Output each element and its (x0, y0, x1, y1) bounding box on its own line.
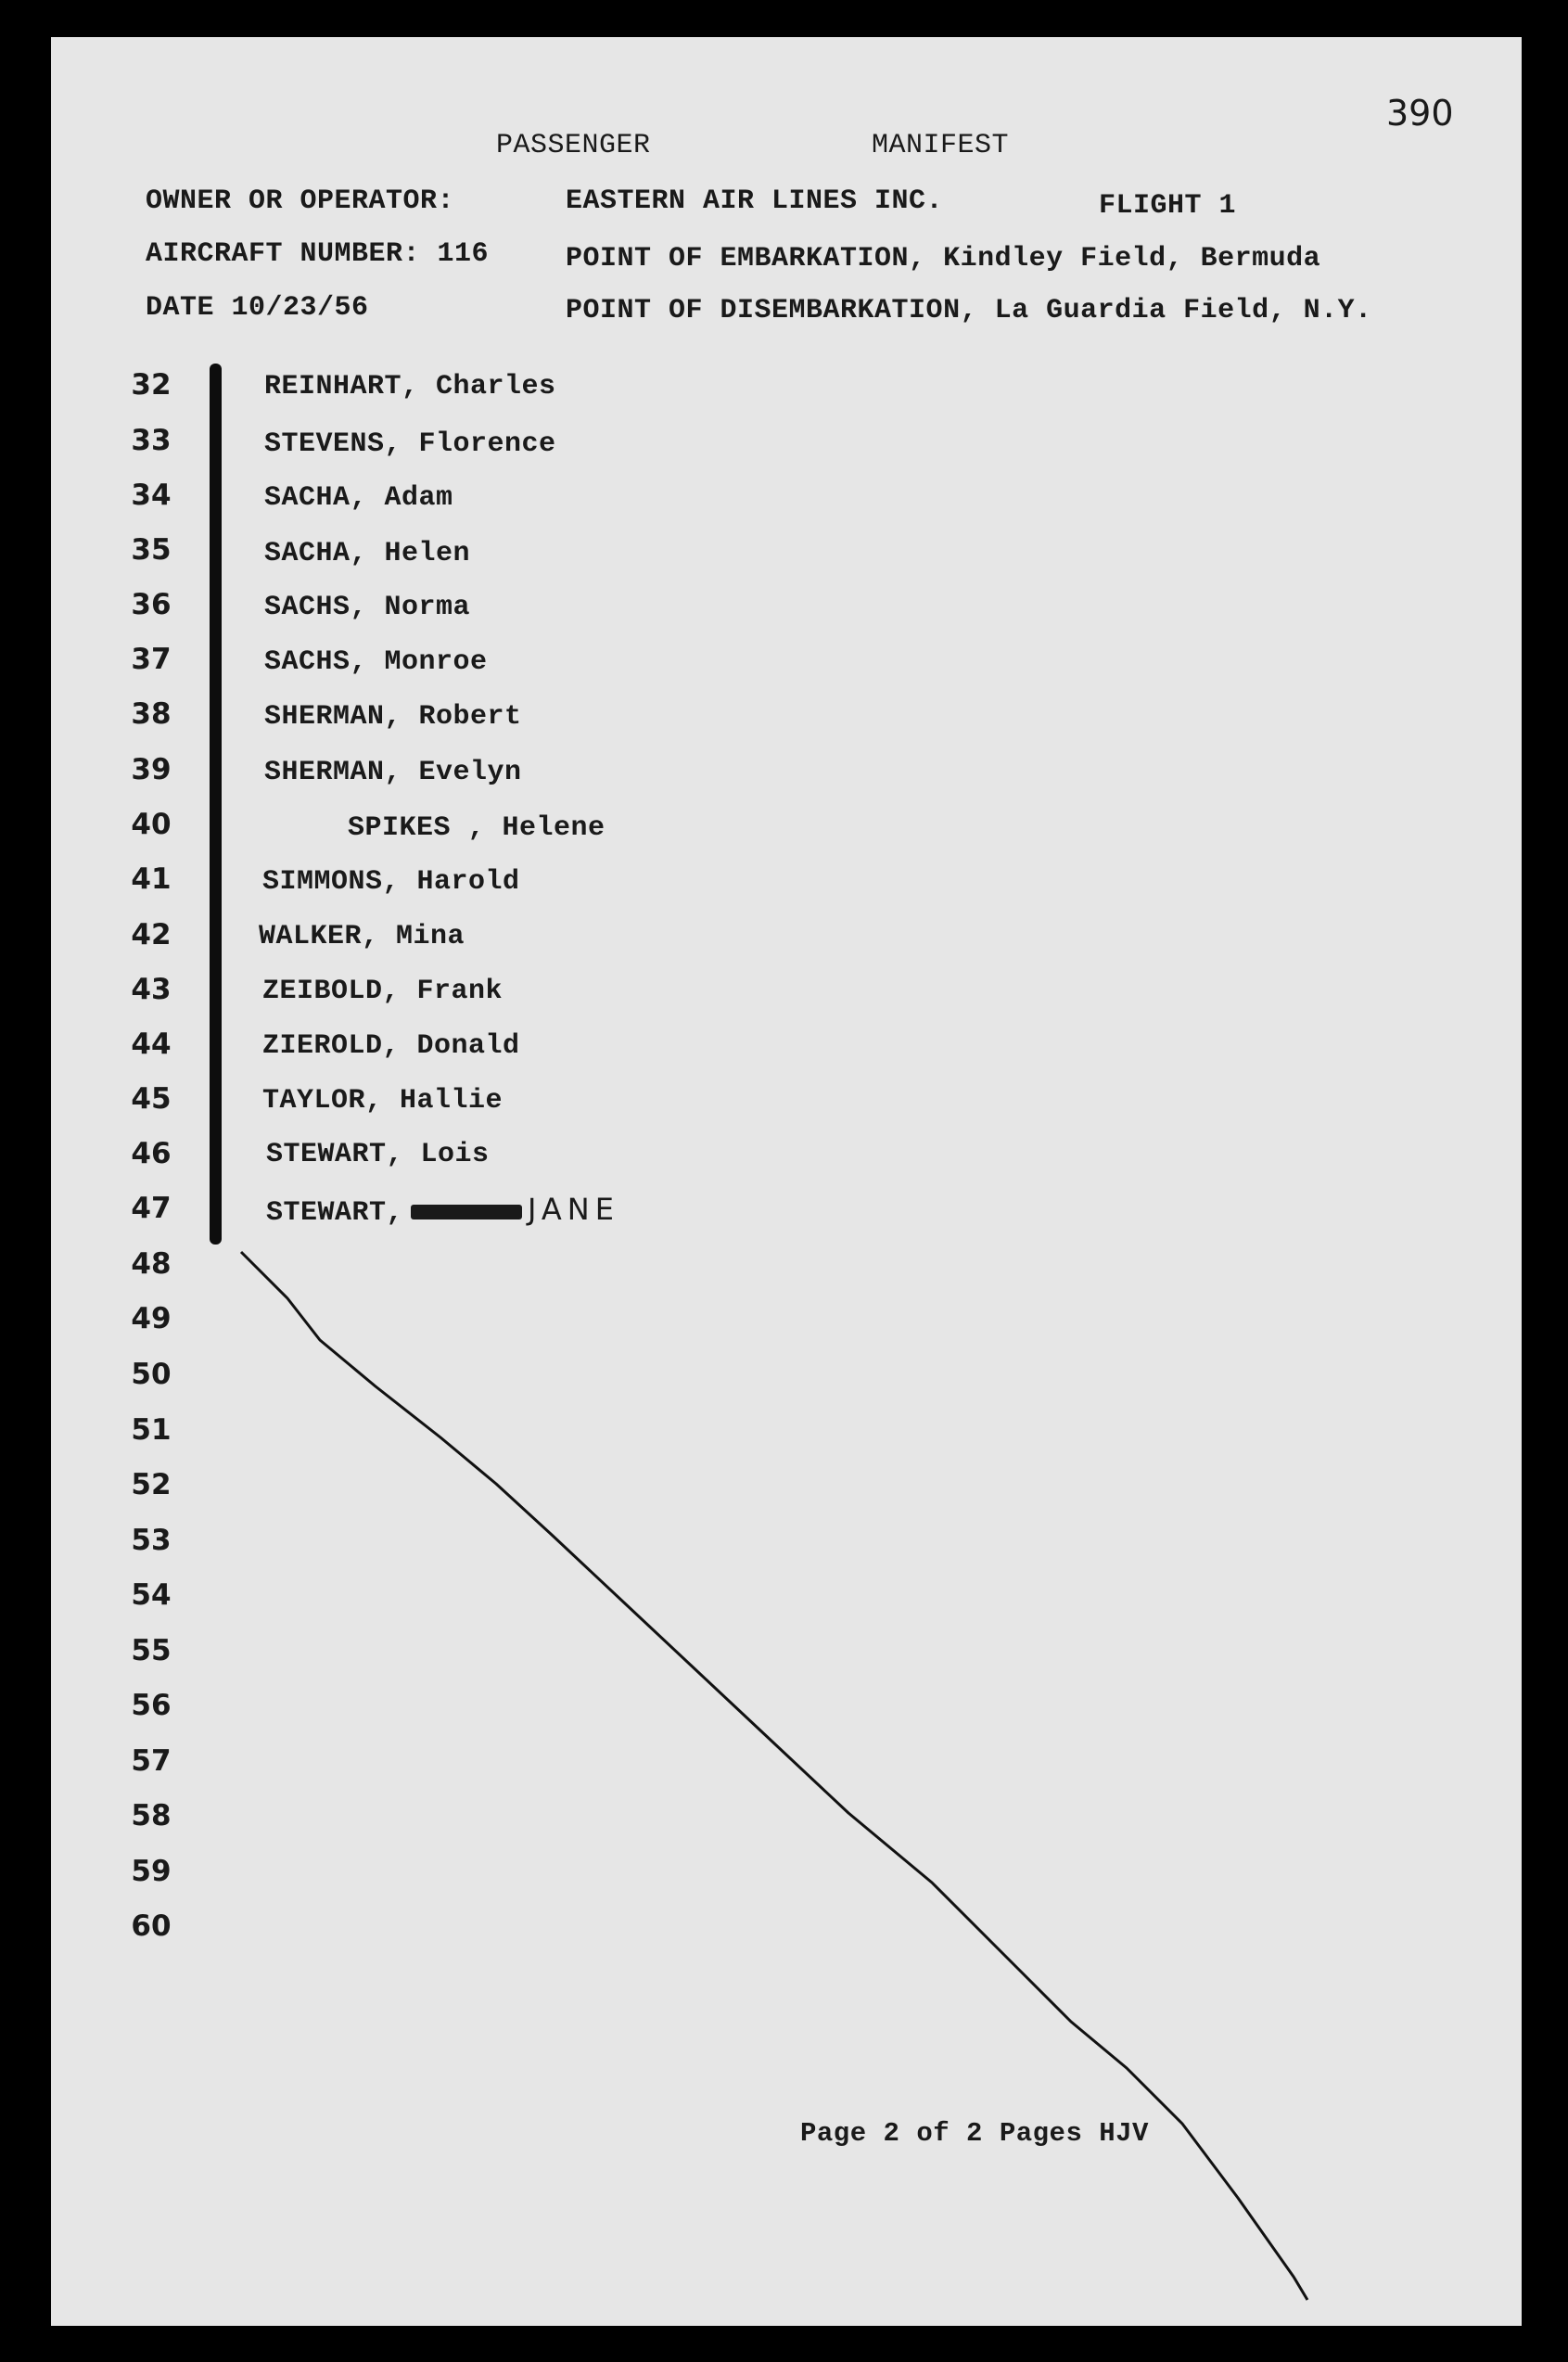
manifest-sheet (51, 37, 1522, 2326)
page-footer: Page 2 of 2 Pages HJV (800, 2118, 1149, 2149)
row-number: 44 (131, 1028, 172, 1061)
empty-row-number: 50 (131, 1358, 172, 1391)
passenger-name: SACHA, Helen (264, 538, 471, 569)
cancel-diagonal-line (51, 37, 1522, 2326)
passenger-name: SACHS, Norma (264, 592, 471, 623)
aircraft-number: AIRCRAFT NUMBER: 116 (146, 238, 490, 270)
passenger-name: SIMMONS, Harold (262, 866, 520, 898)
passenger-name: SACHA, Adam (264, 482, 453, 514)
title-passenger: PASSENGER (496, 130, 651, 161)
empty-row-number: 49 (131, 1302, 172, 1335)
row-number: 42 (131, 918, 172, 951)
row-number: 33 (131, 424, 172, 457)
passenger-name: ZEIBOLD, Frank (262, 976, 504, 1007)
row-number: 40 (131, 808, 172, 841)
empty-row-number: 58 (131, 1799, 172, 1832)
row-number: 41 (131, 862, 172, 896)
passenger-name: SPIKES , Helene (348, 812, 606, 844)
title-manifest: MANIFEST (872, 130, 1010, 161)
passenger-name: SHERMAN, Evelyn (264, 757, 522, 788)
embarkation: POINT OF EMBARKATION, Kindley Field, Bermuda (566, 243, 1321, 275)
passenger-name: REINHART, Charles (264, 371, 556, 402)
row-number: 37 (131, 643, 172, 676)
row-number: 39 (131, 753, 172, 786)
passenger-name: ZIEROLD, Donald (262, 1030, 520, 1062)
empty-row-number: 54 (131, 1578, 172, 1612)
passenger-name: SHERMAN, Robert (264, 701, 522, 733)
row-number: 34 (131, 479, 172, 512)
row-number: 32 (131, 368, 172, 402)
page-number: 390 (1386, 93, 1454, 134)
passenger-name: TAYLOR, Hallie (262, 1085, 504, 1117)
empty-row-number: 59 (131, 1855, 172, 1888)
passenger-name: STEWART, Lois (266, 1139, 490, 1170)
empty-row-number: 55 (131, 1634, 172, 1667)
passenger-name: STEWART, (266, 1197, 404, 1229)
row-number: 43 (131, 973, 172, 1006)
disembarkation: POINT OF DISEMBARKATION, La Guardia Field, N.Y. (566, 295, 1372, 326)
owner-value: EASTERN AIR LINES INC. (566, 185, 944, 217)
passenger-name: STEVENS, Florence (264, 428, 556, 460)
empty-row-number: 57 (131, 1744, 172, 1778)
empty-row-number: 51 (131, 1413, 172, 1447)
empty-row-number: 60 (131, 1909, 172, 1943)
row-number: 46 (131, 1137, 172, 1170)
flight-number: FLIGHT 1 (1099, 190, 1237, 222)
handwritten-name: JANE (528, 1192, 619, 1227)
passenger-name: SACHS, Monroe (264, 646, 488, 678)
row-number: 47 (131, 1192, 172, 1225)
empty-row-number: 52 (131, 1468, 172, 1501)
row-number: 38 (131, 697, 172, 731)
row-number: 35 (131, 533, 172, 567)
empty-row-number: 48 (131, 1247, 172, 1281)
manifest-date: DATE 10/23/56 (146, 292, 369, 324)
empty-row-number: 56 (131, 1689, 172, 1722)
row-number: 45 (131, 1082, 172, 1116)
passenger-name: WALKER, Mina (259, 921, 465, 952)
owner-label: OWNER OR OPERATOR: (146, 185, 455, 217)
row-number: 36 (131, 588, 172, 621)
empty-row-number: 53 (131, 1524, 172, 1557)
